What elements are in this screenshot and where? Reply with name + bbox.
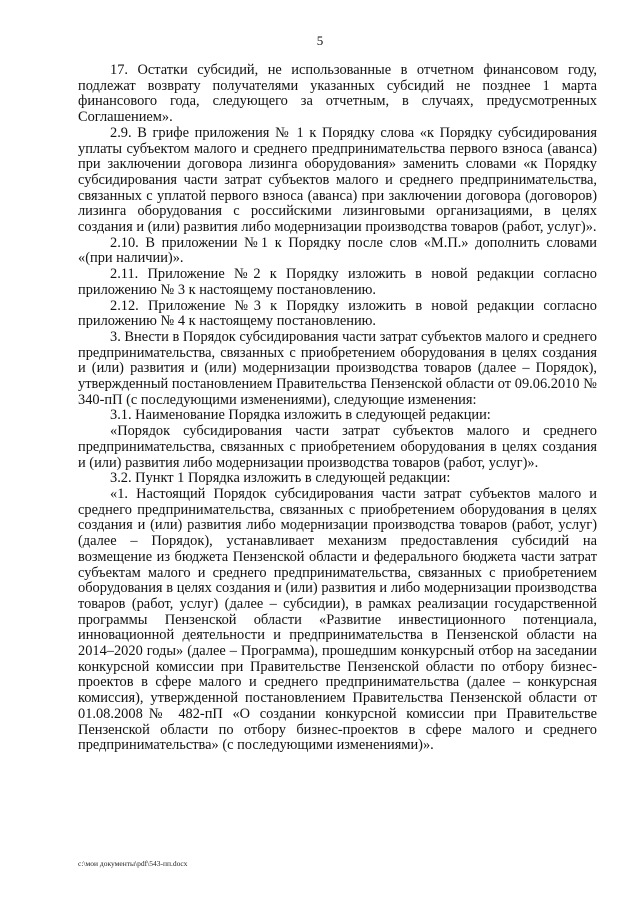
paragraph-3-2: 3.2. Пункт 1 Порядка изложить в следующей редакции: (110, 470, 451, 487)
paragraph-3-1-quote: «Порядок субсидирования части затрат субъектов малого и среднего предпринимательства, связанных с приобретением оборудования в целях создания и (или) развития либо модернизации производства товаров (работ, услуг)». (78, 423, 597, 471)
paragraph-3: 3. Внести в Порядок субсидирования части затрат субъектов малого и среднего предпринимательства, связанных с приобретением оборудования в целях создания и (или) развития и (или) модернизации производства товаров (далее – Порядок), утвержденный постановлением Правительства Пензенской области от 09.06.2010 № 340-пП (с последующими изменениями), следующие изменения: (78, 328, 597, 408)
paragraph-2-9: 2.9. В грифе приложения № 1 к Порядку слова «к Порядку субсидирования уплаты субъектом малого и среднего предпринимательства первого взноса (аванса) при заключении договора лизинга оборудования» заменить словами «к Порядку субсидирования части затрат субъектов малого и среднего предпринимательства, связанных с уплатой первого взноса (аванса) при заключении договора (договоров) лизинга оборудования с российскими лизинговыми организациями, в целях создания и (или) развития либо модернизации производства товаров (работ, услуг)». (78, 124, 597, 236)
paragraph-item-17: 17. Остатки субсидий, не использованные в отчетном финансовом году, подлежат возврату получателями указанных субсидий не позднее 1 марта финансового года, следующего за отчетным, в случаях, предусмотренных Соглашением». (78, 62, 597, 126)
file-path-footer: c:\мои документы\pdf\543-пп.docx (78, 859, 188, 868)
paragraph-2-11: 2.11. Приложение №2 к Порядку изложить в новой редакции согласно приложению № 3 к настоящему постановлению. (78, 266, 597, 298)
paragraph-3-2-quote: «1. Настоящий Порядок субсидирования части затрат субъектов малого и среднего предпринимательства, связанных с приобретением оборудования в целях создания и (или) развития либо модернизации производства товаров (работ, услуг) (далее – Порядок), устанавливает механизм предоставления субсидий на возмещение из бюджета Пензенской области и федерального бюджета части затрат субъектам малого и среднего предпринимательства, связанных с приобретением оборудования в целях создания и (или) развития и либо модернизации производства товаров (работ, услуг) (далее – субсидии), в рамках реализации государственной программы Пензенской области «Развитие инвестиционного потенциала, инновационной деятельности и предпринимательства в Пензенской области на 2014–2020 годы» (далее – Программа), прошедшим конкурсный отбор на заседании конкурсной комиссии при Правительстве Пензенской области по отбору бизнес-проектов в сфере малого и среднего предпринимательства (далее – конкурсная комиссия), утвержденной постановлением Правительства Пензенской области от 01.08.2008№ 482-пП «О создании конкурсной комиссии при Правительстве Пензенской области по отбору бизнес-проектов в сфере малого и среднего предпринимательства» (с последующими изменениями)». (78, 485, 597, 754)
paragraph-2-10: 2.10. В приложении №1 к Порядку после слов «М.П.» дополнить словами «(при наличии)». (78, 234, 597, 267)
paragraph-3-1: 3.1. Наименование Порядка изложить в следующей редакции: (110, 407, 491, 424)
page-number: 5 (316, 33, 324, 48)
paragraph-2-12: 2.12. Приложение №3 к Порядку изложить в новой редакции согласно приложению № 4 к настоящему постановлению. (78, 297, 597, 330)
document-body (78, 63, 597, 754)
